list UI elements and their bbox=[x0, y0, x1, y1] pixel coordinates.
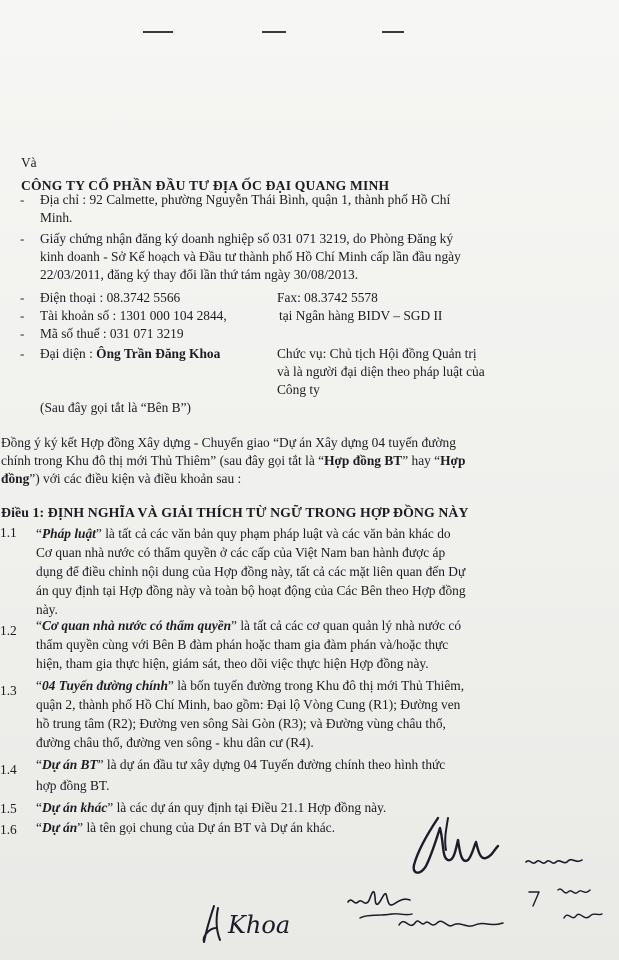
article-1-title: Điều 1: ĐỊNH NGHĨA VÀ GIẢI THÍCH TỪ NGỮ TRONG HỢP ĐỒNG NÀY bbox=[1, 505, 469, 520]
agreement-line: chính trong Khu đô thị mới Thủ Thiêm” (sau đây gọi tắt là “Hợp đồng BT” hay “Hợp bbox=[1, 453, 466, 468]
bank-account: Tài khoản số : 1301 000 104 2844, bbox=[40, 308, 227, 323]
defined-term: Pháp luật bbox=[41, 526, 96, 541]
clause-1-5-line: “Dự án khác” là các dự án quy định tại Điều 21.1 Hợp đồng này. bbox=[36, 800, 387, 815]
signature-khoa bbox=[200, 898, 320, 948]
defined-term: Dự án BT bbox=[41, 757, 98, 772]
address-line: Minh. bbox=[40, 210, 73, 225]
bullet-dash: - bbox=[20, 192, 25, 207]
license-line: Giấy chứng nhận đăng ký doanh nghiệp số 031 071 3219, do Phòng Đăng ký bbox=[40, 231, 454, 246]
clause-number: 1.5 bbox=[0, 801, 17, 816]
phone: Điện thoại : 08.3742 5566 bbox=[40, 290, 181, 305]
bullet-dash: - bbox=[20, 326, 25, 341]
clause-1-3-line: đường châu thổ, đường ven sông - khu dân cư (R4). bbox=[36, 735, 314, 750]
representative bbox=[40, 345, 220, 363]
company-name: CÔNG TY CỔ PHẦN ĐẦU TƯ ĐỊA ỐC ĐẠI QUANG MINH bbox=[21, 178, 390, 193]
clause-1-1-line: “Pháp luật” là tất cả các văn bản quy phạm pháp luật và các văn bản khác do bbox=[36, 526, 451, 541]
tax-code: Mã số thuế : 031 071 3219 bbox=[40, 326, 184, 341]
clause-1-1-line: này. bbox=[36, 602, 58, 617]
defined-term: Dự án khác bbox=[41, 800, 108, 815]
clause-1-2-line: thẩm quyền cùng với Bên B đàm phán hoặc tham gia đàm phán và/hoặc thực bbox=[36, 637, 449, 652]
position-line: và là người đại diện theo pháp luật của bbox=[277, 364, 485, 379]
rep-name: Ông Trần Đăng Khoa bbox=[96, 346, 221, 361]
bank-name: tại Ngân hàng BIDV – SGD II bbox=[279, 308, 443, 323]
clause-number: 1.2 bbox=[0, 623, 17, 638]
rep-label: Đại diện : bbox=[40, 346, 97, 361]
bullet-dash: - bbox=[20, 231, 25, 246]
position-line: Chức vụ: Chủ tịch Hội đồng Quản trị bbox=[277, 346, 477, 361]
signature-large bbox=[400, 810, 510, 890]
clause-1-2-line: hiện, tham gia thực hiện, giám sát, theo dõi việc thực hiện Hợp đồng này. bbox=[36, 656, 429, 671]
signature-initials bbox=[522, 848, 592, 878]
license-line: 22/03/2011, đăng ký thay đổi lần thứ tám ngày 30/08/2013. bbox=[40, 267, 359, 282]
address-line: Địa chỉ : 92 Calmette, phường Nguyễn Thái Bình, quận 1, thành phố Hồ Chí bbox=[40, 192, 451, 207]
clause-1-1-line: dụng để điều chỉnh nội dung của Hợp đồng này, tất cả các mặt liên quan đến Dự bbox=[36, 564, 466, 579]
clause-number: 1.6 bbox=[0, 822, 17, 837]
top-dash bbox=[143, 31, 173, 33]
clause-number: 1.1 bbox=[0, 525, 17, 540]
fax: Fax: 08.3742 5578 bbox=[277, 290, 378, 305]
position-line: Công ty bbox=[277, 382, 320, 397]
clause-number: 1.3 bbox=[0, 683, 17, 698]
agreement-line: đồng”) với các điều kiện và điều khoản sau : bbox=[1, 471, 242, 486]
defined-term: Dự án bbox=[41, 820, 78, 835]
top-dash bbox=[262, 31, 286, 33]
bullet-dash: - bbox=[20, 290, 25, 305]
clause-1-3-line: “04 Tuyến đường chính” là bốn tuyến đường trong Khu đô thị mới Thủ Thiêm, bbox=[36, 678, 465, 693]
clause-1-2-line: “Cơ quan nhà nước có thẩm quyền” là tất cả các cơ quan quản lý nhà nước có bbox=[36, 618, 462, 633]
svg-text:Khoa: Khoa bbox=[228, 911, 291, 939]
bullet-dash: - bbox=[20, 308, 25, 323]
clause-1-3-line: quận 2, thành phố Hồ Chí Minh, bao gồm: Đại lộ Vòng Cung (R1); Đường ven bbox=[36, 697, 461, 712]
clause-1-1-line: án quy định tại Hợp đồng này và toàn bộ hoạt động của Các Bên theo Hợp đồng bbox=[36, 583, 466, 598]
signature-initials bbox=[552, 880, 612, 940]
clause-1-4-line: “Dự án BT” là dự án đầu tư xây dựng 04 Tuyến đường chính theo hình thức bbox=[36, 757, 446, 772]
agreement-line: Đồng ý ký kết Hợp đồng Xây dựng - Chuyển giao “Dự án Xây dựng 04 tuyến đường bbox=[1, 435, 456, 450]
signature-initials bbox=[395, 905, 510, 945]
clause-1-6-line: “Dự án” là tên gọi chung của Dự án BT và Dự án khác. bbox=[36, 820, 335, 835]
signature-mark bbox=[525, 888, 551, 910]
license-line: kinh doanh - Sở Kế hoạch và Đầu tư thành phố Hồ Chí Minh cấp lần đầu ngày bbox=[40, 249, 461, 264]
defined-term: 04 Tuyến đường chính bbox=[41, 678, 168, 693]
clause-1-3-line: hồ trung tâm (R2); Đường ven sông Sài Gòn (R3); và Đường vùng châu thổ, bbox=[36, 716, 446, 731]
bullet-dash: - bbox=[20, 346, 25, 361]
clause-1-1-line: Cơ quan nhà nước có thẩm quyền ở các cấp của Việt Nam ban hành được áp bbox=[36, 545, 446, 560]
top-dash bbox=[382, 31, 404, 33]
clause-1-4-line: hợp đồng BT. bbox=[36, 778, 110, 793]
intro-word: Và bbox=[21, 155, 37, 170]
party-b-note: (Sau đây gọi tắt là “Bên B”) bbox=[40, 400, 191, 415]
clause-number: 1.4 bbox=[0, 762, 17, 777]
defined-term: Cơ quan nhà nước có thẩm quyền bbox=[41, 618, 232, 633]
